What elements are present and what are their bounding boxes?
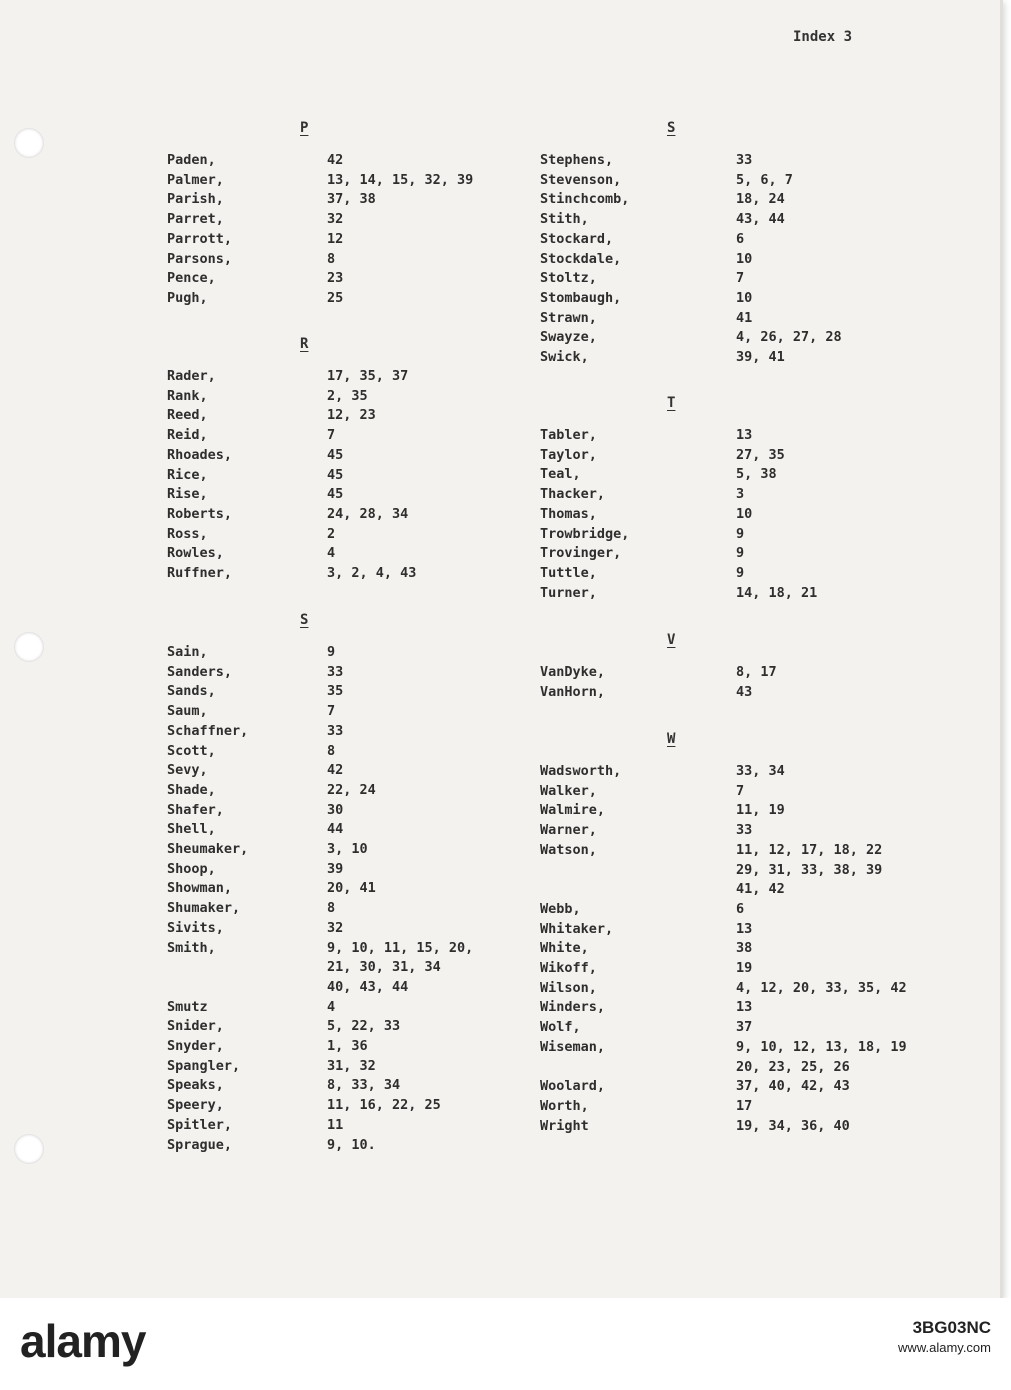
entry-surname: Spangler, xyxy=(167,1057,241,1074)
entry-surname: Reid, xyxy=(167,427,208,444)
entry-surname: Trovinger, xyxy=(540,545,622,562)
entry-surname: Parrott, xyxy=(167,230,233,247)
entry-surname: Rank, xyxy=(167,387,208,404)
entry-surname: Palmer, xyxy=(167,171,224,188)
entry-surname: Speery, xyxy=(167,1097,224,1114)
entry-page-numbers: 37, 38 xyxy=(327,191,376,208)
entry-surname: Shell, xyxy=(167,821,216,838)
entry-page-numbers: 20, 23, 25, 26 xyxy=(736,1058,850,1075)
entry-page-numbers: 13 xyxy=(736,920,753,937)
entry-page-numbers: 12, 23 xyxy=(327,407,376,424)
entry-page-numbers: 6 xyxy=(736,230,745,247)
entry-surname: Wadsworth, xyxy=(540,763,622,779)
entry-page-numbers: 24, 28, 34 xyxy=(327,505,409,522)
entry-page-numbers: 39, 41 xyxy=(736,349,785,365)
entry-surname: Ruffner, xyxy=(167,565,233,581)
entry-page-numbers: 40, 43, 44 xyxy=(327,978,409,995)
entry-surname: Sivits, xyxy=(167,919,224,936)
watermark-footer xyxy=(0,1298,1011,1390)
brand-logo: alamy xyxy=(20,1315,146,1367)
entry-surname: Reed, xyxy=(167,407,208,424)
punch-hole xyxy=(14,1134,44,1164)
entry-page-numbers: 13, 14, 15, 32, 39 xyxy=(327,171,474,188)
entry-surname: Teal, xyxy=(540,466,581,483)
entry-surname: Shoop, xyxy=(167,860,216,877)
entry-page-numbers: 5, 22, 33 xyxy=(327,1018,401,1035)
entry-page-numbers: 9 xyxy=(736,564,745,581)
entry-surname: Smutz xyxy=(167,998,208,1015)
entry-surname: Wiseman, xyxy=(540,1038,606,1055)
entry-page-numbers: 41 xyxy=(736,309,753,326)
entry-surname: Spitler, xyxy=(167,1116,233,1133)
entry-page-numbers: 27, 35 xyxy=(736,446,785,463)
entry-page-numbers: 19 xyxy=(736,960,753,976)
entry-page-numbers: 29, 31, 33, 38, 39 xyxy=(736,861,883,878)
entry-page-numbers: 4 xyxy=(327,998,336,1015)
entry-surname: Strawn, xyxy=(540,309,597,326)
entry-page-numbers: 8, 33, 34 xyxy=(327,1077,401,1094)
entry-page-numbers: 8 xyxy=(327,900,336,917)
entry-page-numbers: 7 xyxy=(327,703,336,720)
entry-page-numbers: 44 xyxy=(327,821,344,838)
entry-surname: Shafer, xyxy=(167,801,224,818)
entry-surname: Stoltz, xyxy=(540,270,597,287)
entry-surname: Parret, xyxy=(167,211,224,228)
entry-page-numbers: 8, 17 xyxy=(736,664,777,680)
entry-page-numbers: 25 xyxy=(327,289,344,306)
entry-surname: Swick, xyxy=(540,349,589,365)
entry-page-numbers: 13 xyxy=(736,999,753,1016)
entry-surname: Parish, xyxy=(167,191,224,208)
entry-surname: Tuttle, xyxy=(540,564,597,581)
entry-page-numbers: 2 xyxy=(327,525,336,542)
page-label: Index 3 xyxy=(793,29,853,45)
entry-surname: Wolf, xyxy=(540,1019,581,1036)
entry-page-numbers: 32 xyxy=(327,211,344,228)
entry-page-numbers: 43, 44 xyxy=(736,211,785,228)
entry-surname: Trowbridge, xyxy=(540,525,630,542)
section-letter: S xyxy=(300,612,309,628)
entry-surname: Walker, xyxy=(540,782,597,799)
entry-surname: Smith, xyxy=(167,939,216,956)
entry-surname: Roberts, xyxy=(167,505,233,522)
entry-page-numbers: 3 xyxy=(736,486,745,503)
entry-surname: Stith, xyxy=(540,211,589,228)
entry-page-numbers: 32 xyxy=(327,919,344,936)
entry-page-numbers: 37, 40, 42, 43 xyxy=(736,1078,850,1095)
entry-surname: Wright xyxy=(540,1117,589,1134)
entry-surname: Sanders, xyxy=(167,663,233,680)
entry-page-numbers: 1, 36 xyxy=(327,1038,368,1054)
entry-surname: Pugh, xyxy=(167,289,208,306)
entry-page-numbers: 31, 32 xyxy=(327,1057,376,1074)
entry-page-numbers: 17, 35, 37 xyxy=(327,368,409,384)
entry-surname: Wikoff, xyxy=(540,960,597,976)
entry-surname: Stombaugh, xyxy=(540,289,622,306)
entry-surname: Paden, xyxy=(167,152,216,168)
entry-surname: Thomas, xyxy=(540,505,597,522)
entry-page-numbers: 11, 19 xyxy=(736,802,785,819)
entry-surname: Saum, xyxy=(167,703,208,720)
entry-surname: Winders, xyxy=(540,999,606,1016)
entry-page-numbers: 43 xyxy=(736,683,753,700)
entry-page-numbers: 8 xyxy=(327,250,336,267)
entry-page-numbers: 20, 41 xyxy=(327,880,376,897)
entry-page-numbers: 33 xyxy=(327,722,344,739)
entry-page-numbers: 18, 24 xyxy=(736,191,785,208)
entry-page-numbers: 45 xyxy=(327,446,344,463)
entry-page-numbers: 7 xyxy=(736,270,745,287)
section-letter: V xyxy=(667,632,676,648)
entry-surname: Stephens, xyxy=(540,152,614,168)
entry-page-numbers: 45 xyxy=(327,486,344,503)
entry-surname: Rice, xyxy=(167,466,208,483)
entry-page-numbers: 9 xyxy=(736,525,745,542)
entry-page-numbers: 33, 34 xyxy=(736,763,785,779)
entry-page-numbers: 42 xyxy=(327,762,344,779)
entry-page-numbers: 33 xyxy=(327,663,344,680)
entry-page-numbers: 23 xyxy=(327,270,344,287)
entry-page-numbers: 17 xyxy=(736,1097,753,1114)
entry-surname: Walmire, xyxy=(540,802,606,819)
entry-page-numbers: 30 xyxy=(327,801,344,818)
entry-surname: Watson, xyxy=(540,841,597,858)
section-letter: W xyxy=(667,731,676,747)
entry-page-numbers: 21, 30, 31, 34 xyxy=(327,959,441,976)
entry-surname: Webb, xyxy=(540,900,581,917)
entry-page-numbers: 10 xyxy=(736,289,753,306)
entry-surname: Snider, xyxy=(167,1018,224,1035)
entry-surname: Tabler, xyxy=(540,427,597,443)
entry-surname: Rader, xyxy=(167,368,216,384)
entry-page-numbers: 7 xyxy=(736,782,745,799)
entry-page-numbers: 22, 24 xyxy=(327,781,376,798)
entry-page-numbers: 11, 12, 17, 18, 22 xyxy=(736,841,883,858)
section-letter: S xyxy=(667,120,676,136)
site-url: www.alamy.com xyxy=(898,1340,991,1355)
entry-surname: Sands, xyxy=(167,683,216,700)
entry-surname: Parsons, xyxy=(167,250,233,267)
entry-surname: VanDyke, xyxy=(540,664,606,680)
entry-surname: Shade, xyxy=(167,781,216,798)
entry-page-numbers: 4, 12, 20, 33, 35, 42 xyxy=(736,979,907,996)
entry-page-numbers: 38 xyxy=(736,940,753,957)
entry-page-numbers: 12 xyxy=(327,230,344,247)
entry-page-numbers: 33 xyxy=(736,152,753,168)
entry-surname: Swayze, xyxy=(540,329,597,346)
entry-page-numbers: 37 xyxy=(736,1019,753,1036)
entry-page-numbers: 33 xyxy=(736,822,753,839)
entry-surname: Shumaker, xyxy=(167,900,241,917)
entry-surname: Rhoades, xyxy=(167,446,233,463)
entry-page-numbers: 5, 6, 7 xyxy=(736,171,793,188)
entry-surname: Pence, xyxy=(167,270,216,287)
entry-page-numbers: 11, 16, 22, 25 xyxy=(327,1097,441,1114)
entry-surname: Snyder, xyxy=(167,1038,224,1054)
entry-page-numbers: 4 xyxy=(327,545,336,562)
entry-surname: Rowles, xyxy=(167,545,224,562)
entry-page-numbers: 19, 34, 36, 40 xyxy=(736,1117,850,1134)
entry-surname: Woolard, xyxy=(540,1078,606,1095)
entry-surname: Ross, xyxy=(167,525,208,542)
entry-surname: Rise, xyxy=(167,486,208,503)
entry-surname: Worth, xyxy=(540,1097,589,1114)
entry-page-numbers: 11 xyxy=(327,1116,344,1133)
entry-page-numbers: 9 xyxy=(736,545,745,562)
entry-page-numbers: 3, 2, 4, 43 xyxy=(327,565,417,581)
entry-page-numbers: 5, 38 xyxy=(736,466,777,483)
entry-page-numbers: 35 xyxy=(327,683,344,700)
entry-page-numbers: 13 xyxy=(736,427,753,443)
entry-page-numbers: 9, 10, 12, 13, 18, 19 xyxy=(736,1038,907,1055)
entry-surname: Schaffner, xyxy=(167,722,249,739)
entry-surname: Scott, xyxy=(167,742,216,759)
section-letter: T xyxy=(667,395,676,411)
entry-page-numbers: 9, 10, 11, 15, 20, xyxy=(327,939,474,956)
entry-page-numbers: 9 xyxy=(327,644,336,660)
entry-page-numbers: 10 xyxy=(736,505,753,522)
section-letter: R xyxy=(300,336,309,352)
image-credit xyxy=(898,1318,991,1358)
entry-surname: Speaks, xyxy=(167,1077,224,1094)
entry-page-numbers: 41, 42 xyxy=(736,881,785,898)
entry-page-numbers: 45 xyxy=(327,466,344,483)
entry-page-numbers: 9, 10. xyxy=(327,1136,376,1153)
punch-hole xyxy=(14,632,44,662)
entry-surname: Sheumaker, xyxy=(167,841,249,857)
entry-surname: Sprague, xyxy=(167,1136,233,1153)
entry-surname: Warner, xyxy=(540,822,597,839)
entry-surname: Thacker, xyxy=(540,486,606,503)
section-letter: P xyxy=(300,120,309,136)
entry-surname: Wilson, xyxy=(540,979,597,996)
entry-surname: Stockard, xyxy=(540,230,614,247)
entry-surname: Stinchcomb, xyxy=(540,191,630,208)
entry-surname: Taylor, xyxy=(540,446,597,463)
entry-page-numbers: 10 xyxy=(736,250,753,267)
entry-surname: VanHorn, xyxy=(540,683,606,700)
entry-surname: Turner, xyxy=(540,584,597,601)
entry-surname: Stockdale, xyxy=(540,250,622,267)
entry-page-numbers: 3, 10 xyxy=(327,841,368,857)
entry-page-numbers: 42 xyxy=(327,152,344,168)
punch-hole xyxy=(14,128,44,158)
entry-surname: Sain, xyxy=(167,644,208,660)
entry-surname: Showman, xyxy=(167,880,233,897)
entry-surname: Sevy, xyxy=(167,762,208,779)
entry-page-numbers: 7 xyxy=(327,427,336,444)
entry-surname: Whitaker, xyxy=(540,920,614,937)
entry-page-numbers: 4, 26, 27, 28 xyxy=(736,329,842,346)
entry-page-numbers: 6 xyxy=(736,900,745,917)
entry-page-numbers: 39 xyxy=(327,860,344,877)
entry-page-numbers: 8 xyxy=(327,742,336,759)
entry-surname: Stevenson, xyxy=(540,171,622,188)
entry-page-numbers: 2, 35 xyxy=(327,387,368,404)
image-id: 3BG03NC xyxy=(912,1318,991,1337)
entry-page-numbers: 14, 18, 21 xyxy=(736,584,818,601)
entry-surname: White, xyxy=(540,940,589,957)
